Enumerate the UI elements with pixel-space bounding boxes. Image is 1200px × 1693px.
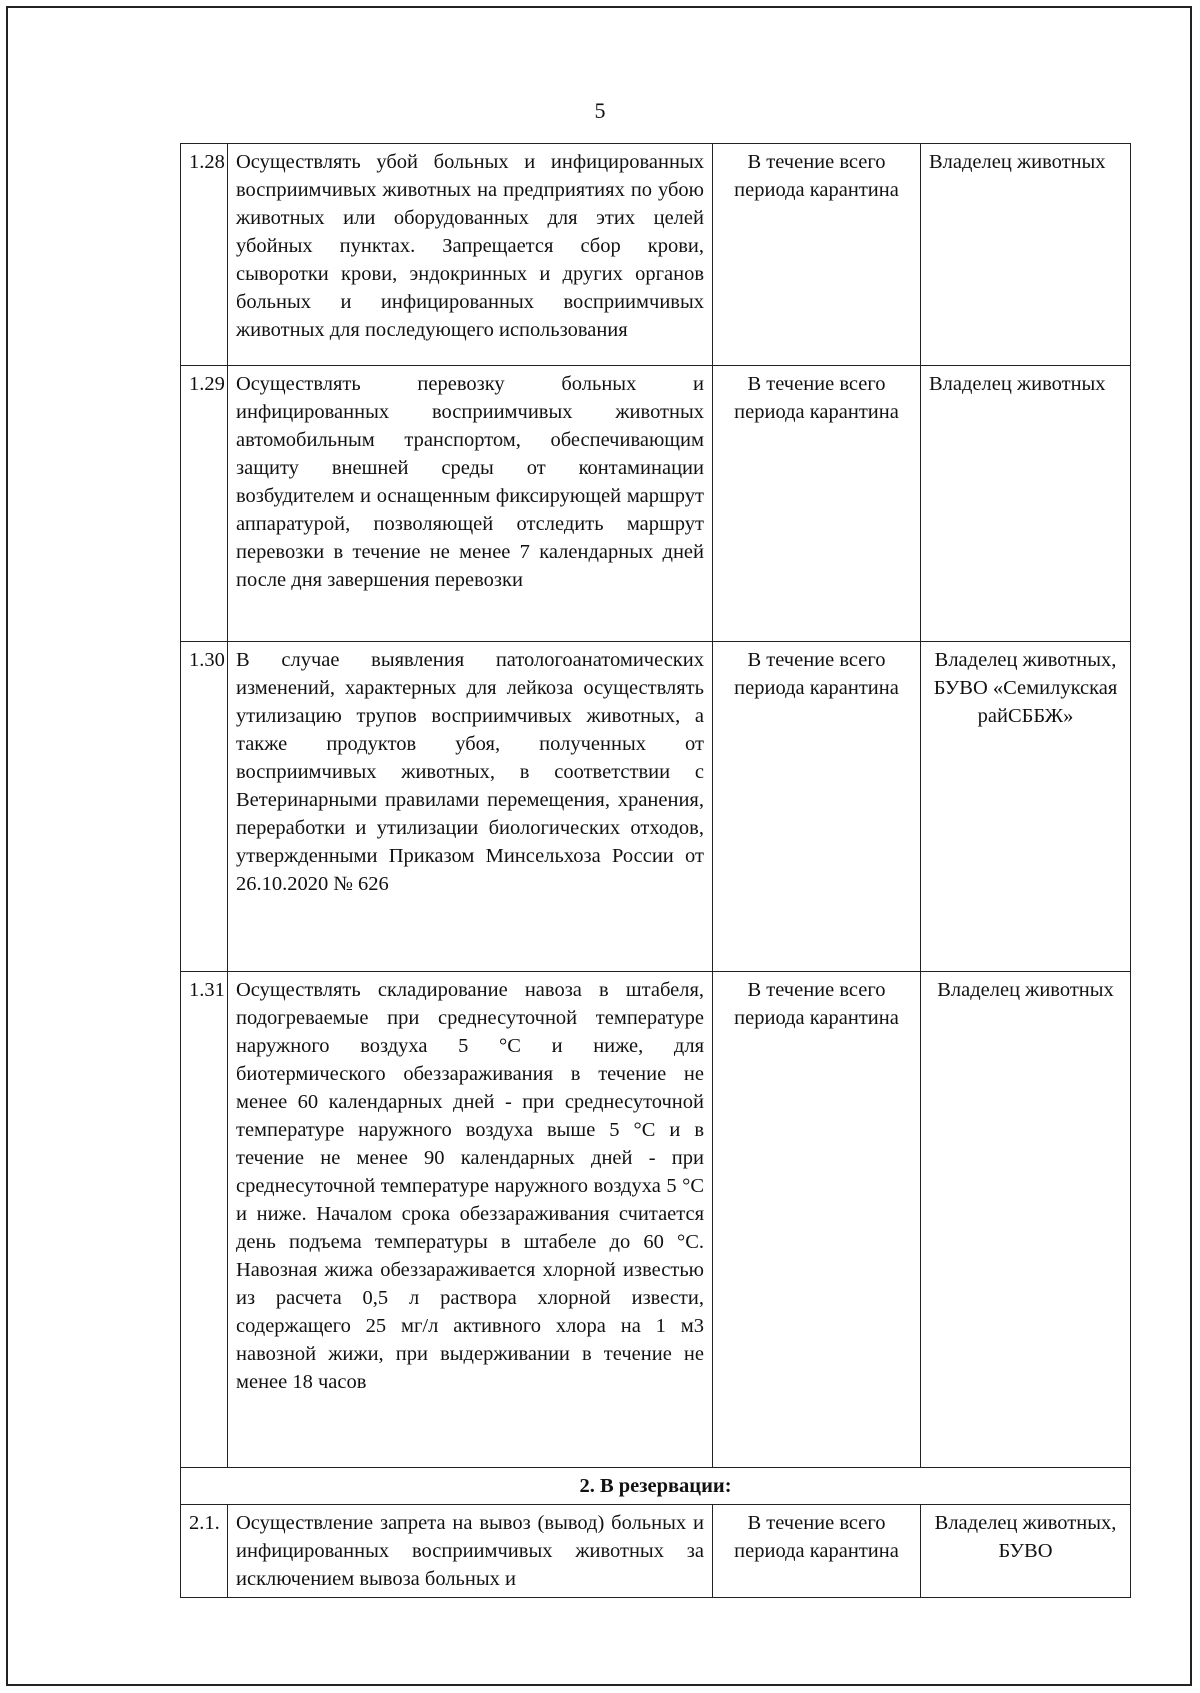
row-description: В случае выявления патологоанатомических изменений, характерных для лейкоза осуществлять утилизацию трупов восприимчивых животных, а также продуктов убоя, полученных от восприимчивых животных, в соответствии с Ветеринарными правилами перемещения, хранения, переработки и утилизации биологических отходов, утвержденными Приказом Минсельхоза России от 26.10.2020 № 626 [228,642,713,972]
row-term: В течение всего периода карантина [713,366,921,642]
section-header-row [181,1468,1131,1505]
row-responsible: Владелец животных [921,366,1131,642]
measures-table [180,143,1131,1598]
row-term: В течение всего периода карантина [713,972,921,1468]
row-term: В течение всего периода карантина [713,1505,921,1598]
row-number: 2.1. [181,1505,228,1598]
row-responsible: Владелец животных [921,972,1131,1468]
table-row [181,1505,1131,1598]
row-number: 1.31 [181,972,228,1468]
row-number: 1.30 [181,642,228,972]
table-row [181,972,1131,1468]
row-responsible: Владелец животных, БУВО «Семилукская райСББЖ» [921,642,1131,972]
page-number: 5 [594,98,606,123]
table-row [181,144,1131,366]
table-row [181,642,1131,972]
row-term: В течение всего периода карантина [713,144,921,366]
row-number: 1.28 [181,144,228,366]
row-number: 1.29 [181,366,228,642]
row-responsible: Владелец животных, БУВО [921,1505,1131,1598]
row-description: Осуществление запрета на вывоз (вывод) больных и инфицированных восприимчивых животных за исключением вывоза больных и [228,1505,713,1598]
row-responsible: Владелец животных [921,144,1131,366]
row-term: В течение всего периода карантина [713,642,921,972]
table-row [181,366,1131,642]
row-description: Осуществлять складирование навоза в штабеля, подогреваемые при среднесуточной температуре наружного воздуха 5 °С и ниже, для биотермического обеззараживания в течение не менее 60 календарных дней - при среднесуточной температуре наружного воздуха выше 5 °С и в течение не менее 90 календарных дней - при среднесуточной температуре наружного воздуха 5 °С и ниже. Началом срока обеззараживания считается день подъема температуры в штабеле до 60 °С. Навозная жижа обеззараживается хлорной известью из расчета 0,5 л раствора хлорной извести, содержащего 25 мг/л активного хлора на 1 м3 навозной жижи, при выдерживании в течение не менее 18 часов [228,972,713,1468]
row-description: Осуществлять перевозку больных и инфицированных восприимчивых животных автомобильным транспортом, обеспечивающим защиту внешней среды от контаминации возбудителем и оснащенным фиксирующей маршрут аппаратурой, позволяющей отследить маршрут перевозки в течение не менее 7 календарных дней после дня завершения перевозки [228,366,713,642]
row-description: Осуществлять убой больных и инфицированных восприимчивых животных на предприятиях по убою животных или оборудованных для этих целей убойных пунктах. Запрещается сбор крови, сыворотки крови, эндокринных и других органов больных и инфицированных восприимчивых животных для последующего использования [228,144,713,366]
section-title: 2. В резервации: [181,1468,1131,1505]
